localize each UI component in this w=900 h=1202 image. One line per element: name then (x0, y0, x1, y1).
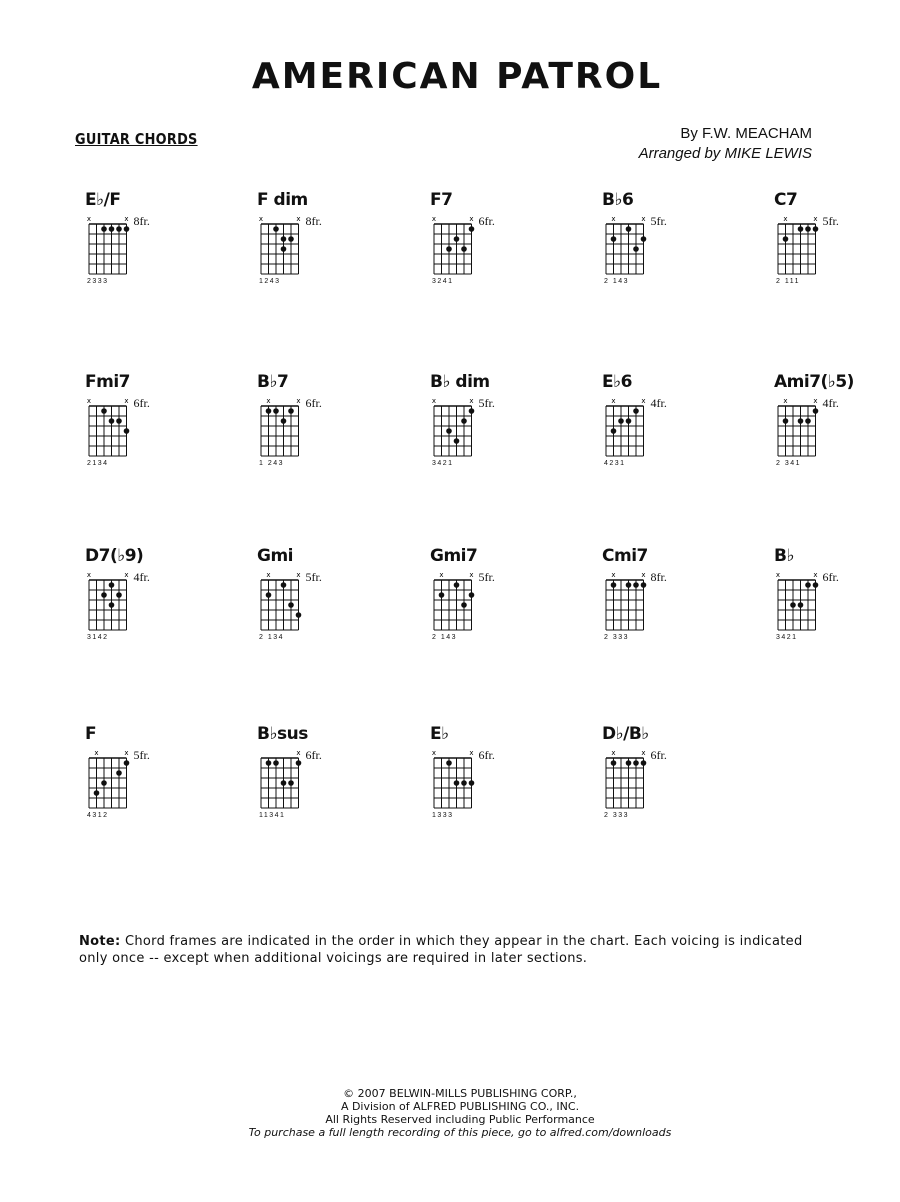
fret-position-label: 5fr. (822, 214, 839, 228)
finger-dot (798, 418, 804, 424)
chord-diagram (774, 372, 884, 482)
fret-position-label: 4fr. (133, 570, 150, 584)
chord-diagram (85, 724, 195, 834)
finger-dot (813, 226, 819, 232)
chord-frame (257, 392, 305, 458)
muted-string-marker: x (266, 571, 271, 579)
chord-name: F7 (430, 190, 453, 210)
chord-name: E♭ (430, 724, 449, 744)
chord-diagram (602, 724, 712, 834)
finger-dot (101, 592, 107, 598)
chord-frame (774, 566, 822, 632)
finger-dot (641, 582, 647, 588)
footer-line-1: © 2007 BELWIN-MILLS PUBLISHING CORP., (343, 1087, 577, 1100)
chord-frame (257, 744, 305, 810)
chord-frame (430, 392, 478, 458)
fret-position-label: 6fr. (822, 570, 839, 584)
finger-dot (813, 408, 819, 414)
fingering-label: 3241 (432, 278, 454, 285)
chord-name: Cmi7 (602, 546, 648, 566)
chord-name: F (85, 724, 97, 744)
footer-line-3: All Rights Reserved including Public Performance (325, 1113, 595, 1126)
chord-frame (774, 210, 822, 276)
finger-dot (641, 236, 647, 242)
chord-frame (430, 744, 478, 810)
finger-dot (790, 602, 796, 608)
finger-dot (446, 246, 452, 252)
chord-name: B♭ dim (430, 372, 490, 392)
chord-frame (774, 392, 822, 458)
finger-dot (626, 582, 632, 588)
finger-dot (109, 418, 115, 424)
fret-position-label: 5fr. (305, 570, 322, 584)
finger-dot (783, 236, 789, 242)
chord-name: F dim (257, 190, 308, 210)
finger-dot (446, 760, 452, 766)
finger-dot (288, 602, 294, 608)
muted-string-marker: x (783, 397, 788, 405)
finger-dot (469, 408, 475, 414)
finger-dot (266, 592, 272, 598)
page-title: AMERICAN PATROL (251, 56, 663, 97)
finger-dot (454, 780, 460, 786)
chord-frame (602, 210, 650, 276)
chord-frame (257, 210, 305, 276)
chord-name: Gmi7 (430, 546, 478, 566)
finger-dot (101, 226, 107, 232)
muted-string-marker: x (296, 571, 301, 579)
chord-diagram (602, 546, 712, 656)
finger-dot (109, 602, 115, 608)
chord-frame (430, 566, 478, 632)
chord-diagram (430, 724, 540, 834)
finger-dot (461, 602, 467, 608)
chord-frame (430, 210, 478, 276)
finger-dot (798, 226, 804, 232)
muted-string-marker: x (124, 397, 129, 405)
chord-diagram (430, 372, 540, 482)
chord-name: E♭/F (85, 190, 121, 210)
chord-frame (85, 392, 133, 458)
finger-dot (454, 582, 460, 588)
fret-position-label: 8fr. (133, 214, 150, 228)
finger-dot (633, 582, 639, 588)
finger-dot (101, 780, 107, 786)
chord-name: E♭6 (602, 372, 632, 392)
fingering-label: 2 333 (604, 812, 630, 819)
muted-string-marker: x (296, 397, 301, 405)
chord-name: Ami7(♭5) (774, 372, 854, 392)
finger-dot (116, 418, 122, 424)
muted-string-marker: x (431, 397, 437, 405)
finger-dot (266, 408, 272, 414)
muted-string-marker: x (94, 749, 99, 757)
chord-name: B♭sus (257, 724, 308, 744)
chord-diagram (257, 190, 367, 300)
muted-string-marker: x (266, 397, 271, 405)
muted-string-marker: x (611, 749, 616, 757)
composer-credit: By F.W. MEACHAM (680, 125, 812, 142)
note-text: Chord frames are indicated in the order in which they appear in the chart. Each voicing is indicated only once -- except when additional voicings are required in later sections. (79, 934, 803, 966)
muted-string-marker: x (641, 215, 646, 223)
muted-string-marker: x (611, 571, 616, 579)
finger-dot (805, 582, 811, 588)
finger-dot (446, 428, 452, 434)
finger-dot (641, 760, 647, 766)
fret-position-label: 6fr. (305, 396, 322, 410)
finger-dot (94, 790, 100, 796)
muted-string-marker: x (258, 215, 264, 223)
fret-position-label: 6fr. (478, 748, 495, 762)
muted-string-marker: x (469, 215, 474, 223)
chord-diagram (85, 372, 195, 482)
chord-name: Fmi7 (85, 372, 130, 392)
finger-dot (626, 226, 632, 232)
finger-dot (805, 418, 811, 424)
fingering-label: 1 243 (259, 460, 285, 467)
finger-dot (461, 780, 467, 786)
muted-string-marker: x (439, 571, 444, 579)
finger-dot (633, 408, 639, 414)
chord-diagram (430, 190, 540, 300)
muted-string-marker: x (296, 215, 301, 223)
chord-name: C7 (774, 190, 798, 210)
finger-dot (281, 418, 287, 424)
chord-name: B♭6 (602, 190, 634, 210)
muted-string-marker: x (783, 215, 788, 223)
muted-string-marker: x (431, 215, 437, 223)
fret-position-label: 4fr. (822, 396, 839, 410)
finger-dot (611, 236, 617, 242)
chord-frame (602, 392, 650, 458)
finger-dot (461, 418, 467, 424)
muted-string-marker: x (813, 571, 818, 579)
muted-string-marker: x (641, 397, 646, 405)
finger-dot (633, 246, 639, 252)
muted-string-marker: x (469, 397, 474, 405)
finger-dot (116, 592, 122, 598)
fret-position-label: 8fr. (650, 570, 667, 584)
chord-frame (602, 744, 650, 810)
finger-dot (288, 408, 294, 414)
chord-diagram (257, 724, 367, 834)
finger-dot (281, 236, 287, 242)
finger-dot (281, 780, 287, 786)
finger-dot (469, 592, 475, 598)
fret-position-label: 6fr. (650, 748, 667, 762)
muted-string-marker: x (86, 397, 92, 405)
muted-string-marker: x (611, 215, 616, 223)
chord-name: D7(♭9) (85, 546, 144, 566)
chord-name: B♭ (774, 546, 794, 566)
note-paragraph (79, 933, 829, 967)
finger-dot (469, 226, 475, 232)
finger-dot (101, 408, 107, 414)
finger-dot (611, 760, 617, 766)
footer-line-4: To purchase a full length recording of this piece, go to alfred.com/downloads (248, 1126, 672, 1139)
fret-position-label: 6fr. (305, 748, 322, 762)
muted-string-marker: x (813, 397, 818, 405)
finger-dot (124, 428, 130, 434)
finger-dot (798, 602, 804, 608)
chord-diagram (257, 546, 367, 656)
chord-diagram (602, 190, 712, 300)
fingering-label: 4231 (604, 460, 626, 467)
muted-string-marker: x (775, 571, 781, 579)
section-label-guitar-chords: GUITAR CHORDS (75, 130, 198, 148)
muted-string-marker: x (641, 571, 646, 579)
muted-string-marker: x (813, 215, 818, 223)
finger-dot (273, 408, 279, 414)
muted-string-marker: x (86, 215, 92, 223)
finger-dot (611, 582, 617, 588)
muted-string-marker: x (431, 749, 437, 757)
fingering-label: 3421 (776, 634, 798, 641)
finger-dot (296, 760, 302, 766)
muted-string-marker: x (296, 749, 301, 757)
fingering-label: 2134 (87, 460, 109, 467)
fingering-label: 2 143 (432, 634, 458, 641)
finger-dot (281, 246, 287, 252)
fingering-label: 1243 (259, 278, 281, 285)
finger-dot (805, 226, 811, 232)
chord-name: D♭/B♭ (602, 724, 649, 744)
fingering-label: 2 143 (604, 278, 630, 285)
note-label: Note: (79, 934, 121, 949)
chord-frame (85, 744, 133, 810)
finger-dot (296, 612, 302, 618)
fret-position-label: 5fr. (133, 748, 150, 762)
finger-dot (281, 582, 287, 588)
muted-string-marker: x (469, 749, 474, 757)
chord-name: Gmi (257, 546, 293, 566)
fret-position-label: 6fr. (478, 214, 495, 228)
fingering-label: 2 333 (604, 634, 630, 641)
muted-string-marker: x (611, 397, 616, 405)
finger-dot (439, 592, 445, 598)
finger-dot (611, 428, 617, 434)
finger-dot (783, 418, 789, 424)
finger-dot (626, 418, 632, 424)
chord-frame (257, 566, 305, 632)
fingering-label: 11341 (259, 812, 286, 819)
finger-dot (124, 226, 130, 232)
finger-dot (266, 760, 272, 766)
footer-line-2: A Division of ALFRED PUBLISHING CO., INC. (340, 1100, 580, 1113)
finger-dot (626, 760, 632, 766)
finger-dot (813, 582, 819, 588)
finger-dot (469, 780, 475, 786)
chord-diagram (602, 372, 712, 482)
fingering-label: 3421 (432, 460, 454, 467)
muted-string-marker: x (469, 571, 474, 579)
finger-dot (124, 760, 130, 766)
chord-diagram (85, 190, 195, 300)
chord-diagram (430, 546, 540, 656)
fingering-label: 2 134 (259, 634, 285, 641)
finger-dot (461, 246, 467, 252)
finger-dot (618, 418, 624, 424)
fingering-label: 2333 (87, 278, 109, 285)
finger-dot (109, 226, 115, 232)
muted-string-marker: x (124, 215, 129, 223)
fingering-label: 2 341 (776, 460, 802, 467)
fingering-label: 2 111 (776, 278, 800, 285)
muted-string-marker: x (86, 571, 92, 579)
credits (639, 124, 812, 164)
copyright-footer (0, 1087, 900, 1139)
fret-position-label: 5fr. (478, 396, 495, 410)
fret-position-label: 6fr. (133, 396, 150, 410)
finger-dot (116, 770, 122, 776)
chord-diagram (257, 372, 367, 482)
muted-string-marker: x (641, 749, 646, 757)
chord-frame (602, 566, 650, 632)
fingering-label: 4312 (87, 812, 109, 819)
chord-name: B♭7 (257, 372, 289, 392)
finger-dot (273, 760, 279, 766)
finger-dot (454, 236, 460, 242)
muted-string-marker: x (124, 749, 129, 757)
chord-diagram (85, 546, 195, 656)
fret-position-label: 8fr. (305, 214, 322, 228)
finger-dot (116, 226, 122, 232)
finger-dot (288, 236, 294, 242)
chord-diagram (774, 546, 884, 656)
chord-diagram (774, 190, 884, 300)
fret-position-label: 4fr. (650, 396, 667, 410)
finger-dot (454, 438, 460, 444)
finger-dot (109, 582, 115, 588)
fret-position-label: 5fr. (478, 570, 495, 584)
chord-frame (85, 566, 133, 632)
finger-dot (273, 226, 279, 232)
arranger-credit: Arranged by MIKE LEWIS (638, 145, 812, 162)
finger-dot (288, 780, 294, 786)
fingering-label: 3142 (87, 634, 109, 641)
chord-frame (85, 210, 133, 276)
fingering-label: 1333 (432, 812, 454, 819)
fret-position-label: 5fr. (650, 214, 667, 228)
finger-dot (633, 760, 639, 766)
muted-string-marker: x (124, 571, 129, 579)
